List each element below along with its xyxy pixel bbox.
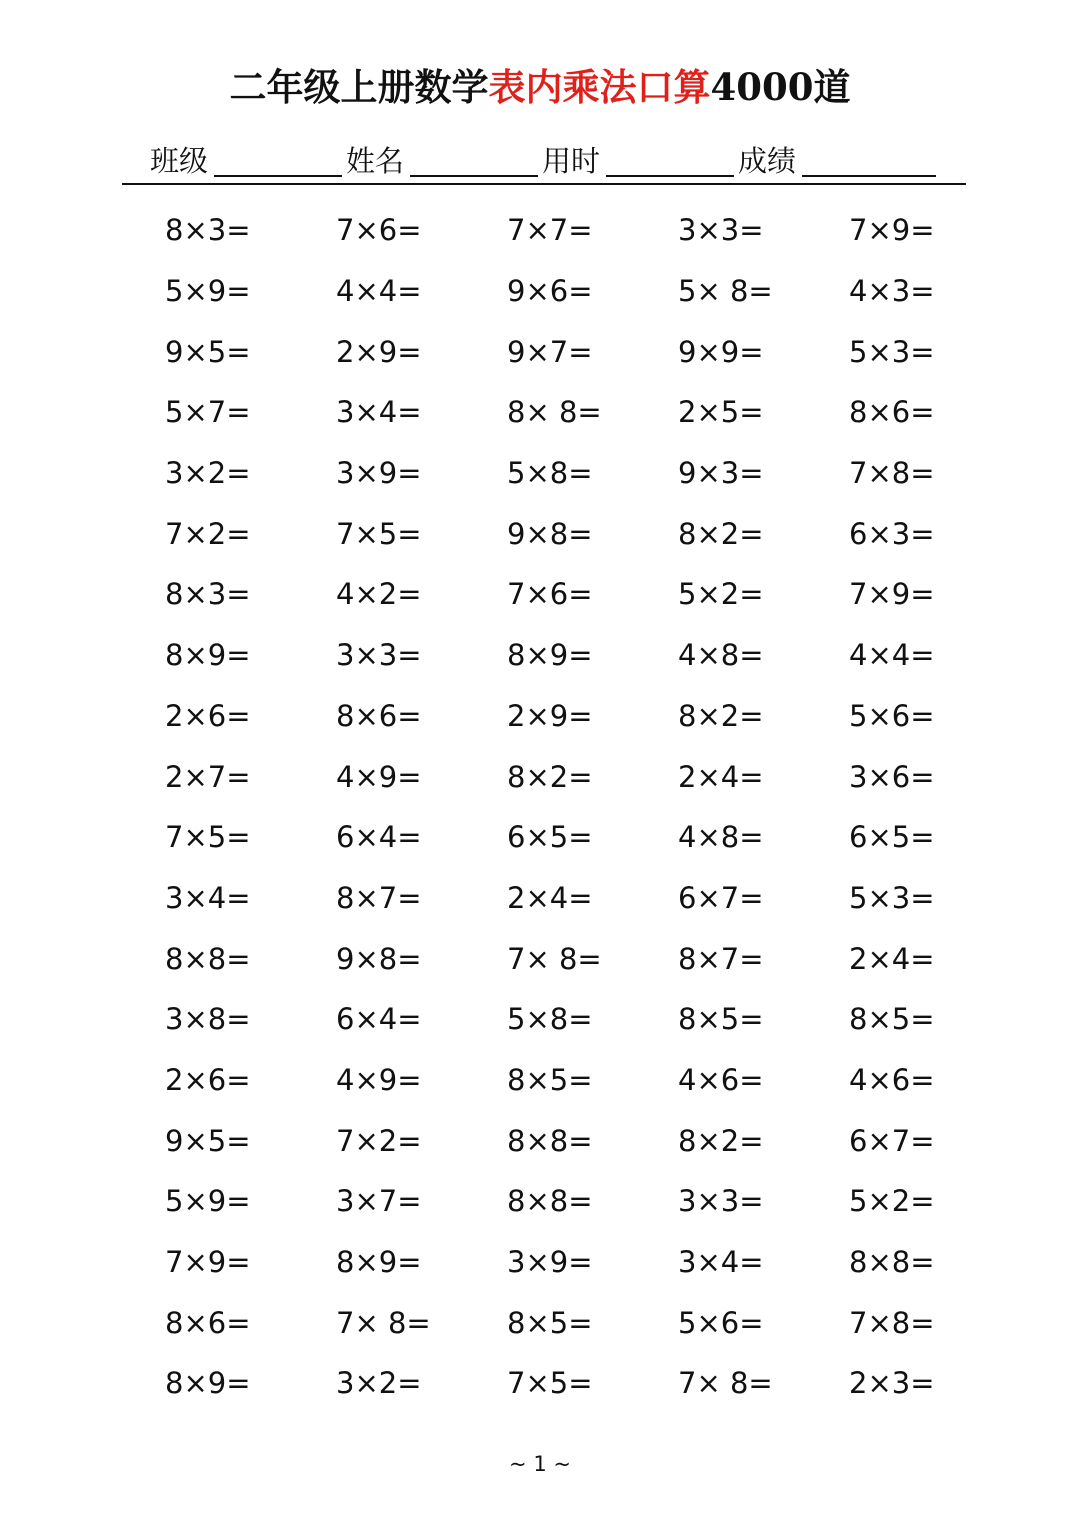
- problem-item: 2×4=: [507, 880, 593, 915]
- problem-item: 8×5=: [849, 1002, 935, 1037]
- problem-item: 5×9=: [165, 1184, 251, 1219]
- problem-item: 5×3=: [849, 334, 935, 369]
- info-label-class: 班级: [150, 144, 209, 178]
- problem-item: 2×9=: [507, 698, 593, 733]
- problem-item: 4×2=: [336, 577, 422, 612]
- problem-item: 8×5=: [678, 1002, 764, 1037]
- problem-row: [165, 868, 1025, 929]
- problem-item: 9×9=: [678, 334, 764, 369]
- problem-item: 7× 8=: [507, 941, 602, 976]
- problem-grid: [165, 200, 1025, 1414]
- problem-item: 6×4=: [336, 820, 422, 855]
- info-label-score: 成绩: [738, 144, 797, 178]
- problem-item: 9×3=: [678, 456, 764, 491]
- page-number: ~ 1 ~: [509, 1452, 571, 1476]
- problem-item: 6×3=: [849, 516, 935, 551]
- problem-row: [165, 382, 1025, 443]
- problem-item: 7×8=: [849, 1305, 935, 1340]
- problem-item: 8×9=: [507, 638, 593, 673]
- page-title: [0, 62, 1080, 112]
- problem-item: 4×9=: [336, 759, 422, 794]
- problem-item: 5×8=: [507, 456, 593, 491]
- problem-item: 8×8=: [165, 941, 251, 976]
- info-field-score: [738, 141, 940, 181]
- problem-item: 7×5=: [336, 516, 422, 551]
- problem-item: 3×8=: [165, 1002, 251, 1037]
- problem-item: 5×7=: [165, 395, 251, 430]
- problem-item: 7×9=: [165, 1245, 251, 1280]
- student-info-row: [150, 137, 940, 181]
- problem-item: 4×4=: [336, 274, 422, 309]
- problem-item: 4×3=: [849, 274, 935, 309]
- problem-item: 6×7=: [849, 1123, 935, 1158]
- problem-item: 3×9=: [507, 1245, 593, 1280]
- problem-item: 8×7=: [678, 941, 764, 976]
- problem-row: [165, 261, 1025, 322]
- problem-item: 3×9=: [336, 456, 422, 491]
- problem-item: 8×3=: [165, 213, 251, 248]
- problem-item: 5×6=: [849, 698, 935, 733]
- problem-item: 6×7=: [678, 880, 764, 915]
- info-field-name: [346, 141, 542, 181]
- problem-item: 8×2=: [678, 516, 764, 551]
- problem-item: 4×4=: [849, 638, 935, 673]
- problem-item: 2×9=: [336, 334, 422, 369]
- problem-item: 8× 8=: [507, 395, 602, 430]
- problem-row: [165, 746, 1025, 807]
- problem-item: 9×8=: [336, 941, 422, 976]
- problem-row: [165, 1110, 1025, 1171]
- problem-item: 7×6=: [336, 213, 422, 248]
- info-label-time: 用时: [542, 144, 601, 178]
- time-blank-line[interactable]: [606, 141, 734, 177]
- problem-item: 2×6=: [165, 698, 251, 733]
- problem-item: 7×9=: [849, 213, 935, 248]
- problem-row: [165, 1232, 1025, 1293]
- problem-row: [165, 443, 1025, 504]
- problem-item: 7×5=: [165, 820, 251, 855]
- problem-item: 3×3=: [336, 638, 422, 673]
- info-field-class: [150, 141, 346, 181]
- problem-item: 9×8=: [507, 516, 593, 551]
- problem-item: 7× 8=: [336, 1305, 431, 1340]
- problem-row: [165, 686, 1025, 747]
- problem-item: 8×7=: [336, 880, 422, 915]
- problem-row: [165, 1050, 1025, 1111]
- problem-item: 3×6=: [849, 759, 935, 794]
- problem-item: 9×5=: [165, 334, 251, 369]
- title-part-3: 4000道: [710, 65, 851, 109]
- problem-row: [165, 928, 1025, 989]
- problem-item: 4×9=: [336, 1062, 422, 1097]
- problem-row: [165, 989, 1025, 1050]
- problem-item: 8×2=: [507, 759, 593, 794]
- header-divider: [122, 183, 966, 185]
- problem-row: [165, 807, 1025, 868]
- name-blank-line[interactable]: [410, 141, 538, 177]
- problem-item: 3×4=: [165, 880, 251, 915]
- score-blank-line[interactable]: [802, 141, 936, 177]
- problem-row: [165, 1171, 1025, 1232]
- problem-item: 3×4=: [336, 395, 422, 430]
- problem-item: 3×2=: [165, 456, 251, 491]
- problem-item: 7×5=: [507, 1366, 593, 1401]
- problem-item: 9×6=: [507, 274, 593, 309]
- problem-item: 3×3=: [678, 1184, 764, 1219]
- info-label-name: 姓名: [346, 144, 405, 178]
- problem-item: 8×3=: [165, 577, 251, 612]
- problem-item: 7×2=: [336, 1123, 422, 1158]
- problem-item: 4×6=: [849, 1062, 935, 1097]
- problem-item: 8×8=: [507, 1184, 593, 1219]
- problem-item: 3×2=: [336, 1366, 422, 1401]
- problem-item: 3×4=: [678, 1245, 764, 1280]
- problem-item: 8×6=: [165, 1305, 251, 1340]
- problem-item: 5×3=: [849, 880, 935, 915]
- problem-item: 8×9=: [165, 638, 251, 673]
- problem-item: 8×6=: [849, 395, 935, 430]
- problem-item: 8×9=: [165, 1366, 251, 1401]
- problem-row: [165, 503, 1025, 564]
- problem-item: 7×2=: [165, 516, 251, 551]
- problem-item: 4×6=: [678, 1062, 764, 1097]
- problem-item: 8×6=: [336, 698, 422, 733]
- problem-item: 2×4=: [678, 759, 764, 794]
- problem-item: 7×6=: [507, 577, 593, 612]
- title-part-2-highlight: 表内乘法口算: [488, 65, 711, 109]
- problem-item: 2×6=: [165, 1062, 251, 1097]
- problem-item: 8×8=: [507, 1123, 593, 1158]
- problem-item: 8×9=: [336, 1245, 422, 1280]
- problem-item: 5×2=: [678, 577, 764, 612]
- problem-item: 8×5=: [507, 1062, 593, 1097]
- problem-item: 2×3=: [849, 1366, 935, 1401]
- info-field-time: [542, 141, 738, 181]
- problem-item: 9×7=: [507, 334, 593, 369]
- problem-row: [165, 625, 1025, 686]
- problem-item: 2×4=: [849, 941, 935, 976]
- problem-item: 7× 8=: [678, 1366, 773, 1401]
- problem-item: 2×5=: [678, 395, 764, 430]
- problem-item: 5× 8=: [678, 274, 773, 309]
- problem-item: 5×9=: [165, 274, 251, 309]
- problem-row: [165, 1292, 1025, 1353]
- problem-item: 7×9=: [849, 577, 935, 612]
- problem-item: 9×5=: [165, 1123, 251, 1158]
- problem-item: 4×8=: [678, 820, 764, 855]
- problem-item: 4×8=: [678, 638, 764, 673]
- problem-row: [165, 1353, 1025, 1414]
- problem-row: [165, 200, 1025, 261]
- problem-item: 8×2=: [678, 1123, 764, 1158]
- problem-item: 7×7=: [507, 213, 593, 248]
- problem-item: 3×3=: [678, 213, 764, 248]
- problem-item: 7×8=: [849, 456, 935, 491]
- problem-item: 5×6=: [678, 1305, 764, 1340]
- problem-item: 8×2=: [678, 698, 764, 733]
- problem-item: 3×7=: [336, 1184, 422, 1219]
- problem-item: 6×5=: [507, 820, 593, 855]
- problem-item: 5×2=: [849, 1184, 935, 1219]
- title-part-1: 二年级上册数学: [229, 65, 489, 109]
- problem-item: 6×4=: [336, 1002, 422, 1037]
- problem-item: 5×8=: [507, 1002, 593, 1037]
- class-blank-line[interactable]: [214, 141, 342, 177]
- problem-item: 8×5=: [507, 1305, 593, 1340]
- problem-item: 8×8=: [849, 1245, 935, 1280]
- problem-row: [165, 321, 1025, 382]
- problem-row: [165, 564, 1025, 625]
- problem-item: 2×7=: [165, 759, 251, 794]
- problem-item: 6×5=: [849, 820, 935, 855]
